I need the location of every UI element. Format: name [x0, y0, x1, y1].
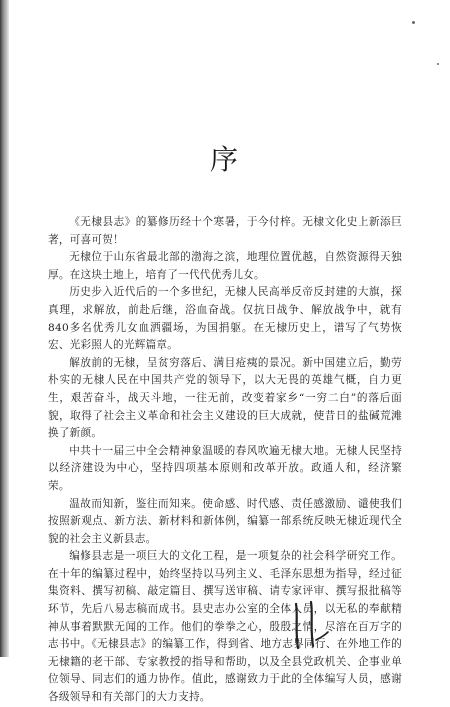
- paragraph: 编修县志是一项巨大的文化工程，是一项复杂的社会科学研究工作。在十年的编纂过程中，始终坚持以马列主义、毛泽东思想为指导，经过征集资料、撰写初稿、敲定篇目、撰写送审稿、请专家评审、撰写报批稿等环节，先后八易志稿而成书。县史志办公室的全体人员，以无私的奉献精神从事着默默无闻的工作。他们的拳拳之心，殷殷之情，尽溶在百万字的志书中。《无棣县志》的编纂工作，得到省、地方志界同行、在外地工作的无棣籍的老干部、专家教授的指导和帮助，以及全县党政机关、企事业单位领导、同志们的通力协作。值此，感谢致力于此的全体编写人员，感谢各级领导和有关部门的大力支持。: [48, 550, 402, 704]
- handwritten-signature: [286, 598, 334, 652]
- scan-binding-edge: [0, 0, 9, 657]
- paragraph: 历史步入近代后的一个多世纪，无棣人民高举反帝反封建的大旗，探真理，求解放，前赴后继，浴血奋战。仅抗日战争、解放战争中，就有840多名优秀儿女血洒疆场，为国捐躯。在无棣历史上，谱写了气势恢宏、光彩照人的光辉篇章。: [48, 286, 402, 352]
- paragraph: 解放前的无棣，呈贫穷落后、满目疮痍的景况。新中国建立后，勤劳朴实的无棣人民在中国共产党的领导下，以大无畏的英雄气概，自力更生，艰苦奋斗，战天斗地，一往无前，改变着家乡“一穷二白”的落后面貌，取得了社会主义革命和社会主义建设的巨大成就，使昔日的盐碱荒滩换了新颜。: [48, 356, 402, 440]
- scan-speck: [412, 21, 415, 24]
- scan-speck: [437, 63, 439, 65]
- paragraph: 温故而知新，鉴往而知来。使命感、时代感、责任感激励、谴使我们按照新观点、新方法、新材料和新体例，编纂一部系统反映无棣近现代全貌的社会主义新县志。: [48, 497, 402, 545]
- paragraph: 《无棣县志》的纂修历经十个寒暑，于今付梓。无棣文化史上新添巨著，可喜可贺！: [48, 216, 402, 246]
- paragraph: 中共十一届三中全会精神象温暖的春风吹遍无棣大地。无棣人民坚持以经济建设为中心，坚持四项基本原则和改革开放。政通人和，经济繁荣。: [48, 444, 402, 492]
- preface-body: [48, 214, 402, 707]
- page-title: 序: [209, 143, 240, 176]
- paragraph: 无棣位于山东省最北部的渤海之滨，地理位置优越，自然资源得天独厚。在这块土地上，培育了一代代优秀儿女。: [48, 251, 402, 281]
